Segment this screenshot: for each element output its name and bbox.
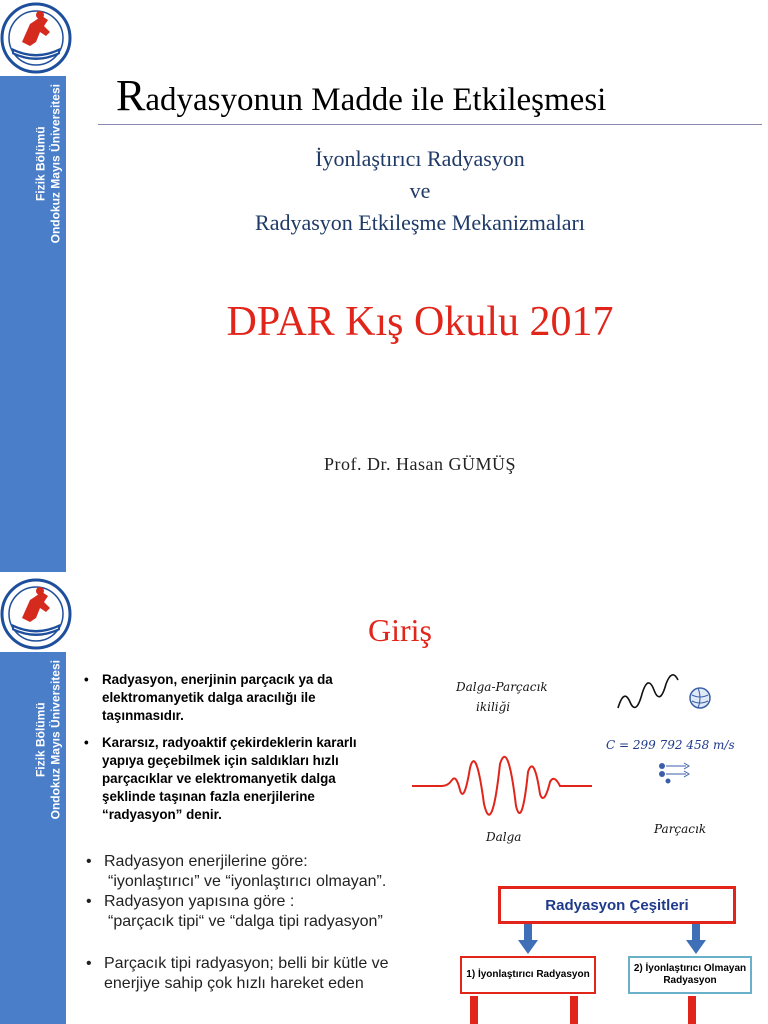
- ionizing-radiation-box: 1) İyonlaştırıcı Radyasyon: [460, 956, 596, 994]
- list-item: • Radyasyon, enerjinin parçacık ya da elektromanyetik dalga aracılığı ile taşınmasıdır.: [80, 671, 380, 725]
- university-logo-icon: [0, 2, 72, 74]
- wave-packet-icon: [412, 746, 592, 826]
- event-title: DPAR Kış Okulu 2017: [226, 299, 614, 345]
- slide-title: [116, 70, 606, 121]
- list-item: • Kararsız, radyoaktif çekirdeklerin kararlı yapıya geçebilmek için saldıkları hızlı parçacıklar ve elektromanyetik dalga şeklinde taşınan fazla enerjilerine “radyasyon” denir.: [80, 734, 380, 824]
- diagram-title-box: Radyasyon Çeşitleri: [498, 886, 736, 924]
- sidebar-band: [0, 76, 66, 576]
- particles-icon: [654, 760, 694, 784]
- list-item-sub: “iyonlaştırıcı” ve “iyonlaştırıcı olmayan”.: [108, 873, 387, 890]
- sidebar-band: [0, 652, 66, 1024]
- non-ionizing-radiation-box: 2) İyonlaştırıcı Olmayan Radyasyon: [628, 956, 752, 994]
- sidebar-text: [33, 84, 63, 243]
- speed-of-light: C = 299 792 458 m/s: [606, 738, 735, 752]
- wave-particle-figure: [396, 668, 762, 868]
- sidebar-department: Fizik Bölümü: [33, 126, 47, 202]
- slide-heading: Giriş: [368, 612, 432, 648]
- arrow-down-icon: [682, 996, 702, 1024]
- subtitle-line-3: Radyasyon Etkileşme Mekanizmaları: [255, 210, 585, 235]
- sidebar-university: Ondokuz Mayıs Üniversitesi: [48, 84, 62, 244]
- list-item-main: Radyasyon yapısına göre :: [104, 893, 295, 910]
- arrow-down-icon: [684, 924, 708, 956]
- title-initial: R: [116, 71, 146, 120]
- sidebar-department: Fizik Bölümü: [33, 702, 47, 778]
- classification-list: [80, 852, 420, 994]
- arrow-down-icon: [516, 924, 540, 956]
- intro-slide: [0, 576, 768, 1024]
- particle-label: Parçacık: [654, 822, 707, 836]
- sidebar-text: [33, 660, 63, 819]
- title-divider: [98, 124, 762, 125]
- list-item-sub: “parçacık tipi“ ve “dalga tipi radyasyon”: [108, 913, 383, 930]
- figure-title-line-1: Dalga-Parçacık: [456, 680, 548, 694]
- wave-label: Dalga: [486, 830, 522, 844]
- definition-list: [80, 671, 380, 833]
- arrow-down-icon: [564, 996, 584, 1024]
- list-item-main: Parçacık tipi radyasyon; belli bir kütle ve enerjiye sahip çok hızlı hareket eden: [104, 955, 389, 992]
- figure-title-line-2: ikiliği: [476, 700, 511, 714]
- list-item-main: Radyasyon enerjilerine göre:: [104, 853, 308, 870]
- list-item: [80, 892, 420, 932]
- subtitle-line-2: ve: [409, 178, 431, 203]
- author-name: Prof. Dr. Hasan GÜMÜŞ: [324, 454, 516, 474]
- photon-wave-icon: [616, 668, 686, 718]
- title-rest: adyasyonun Madde ile Etkileşmesi: [145, 82, 607, 118]
- university-logo-icon: [0, 578, 72, 650]
- particle-sphere-icon: [688, 686, 712, 710]
- sidebar-university: Ondokuz Mayıs Üniversitesi: [48, 660, 62, 820]
- arrow-down-icon: [464, 996, 484, 1024]
- list-item: [80, 954, 420, 994]
- subtitle-line-1: İyonlaştırıcı Radyasyon: [315, 146, 525, 171]
- list-item: [80, 852, 420, 892]
